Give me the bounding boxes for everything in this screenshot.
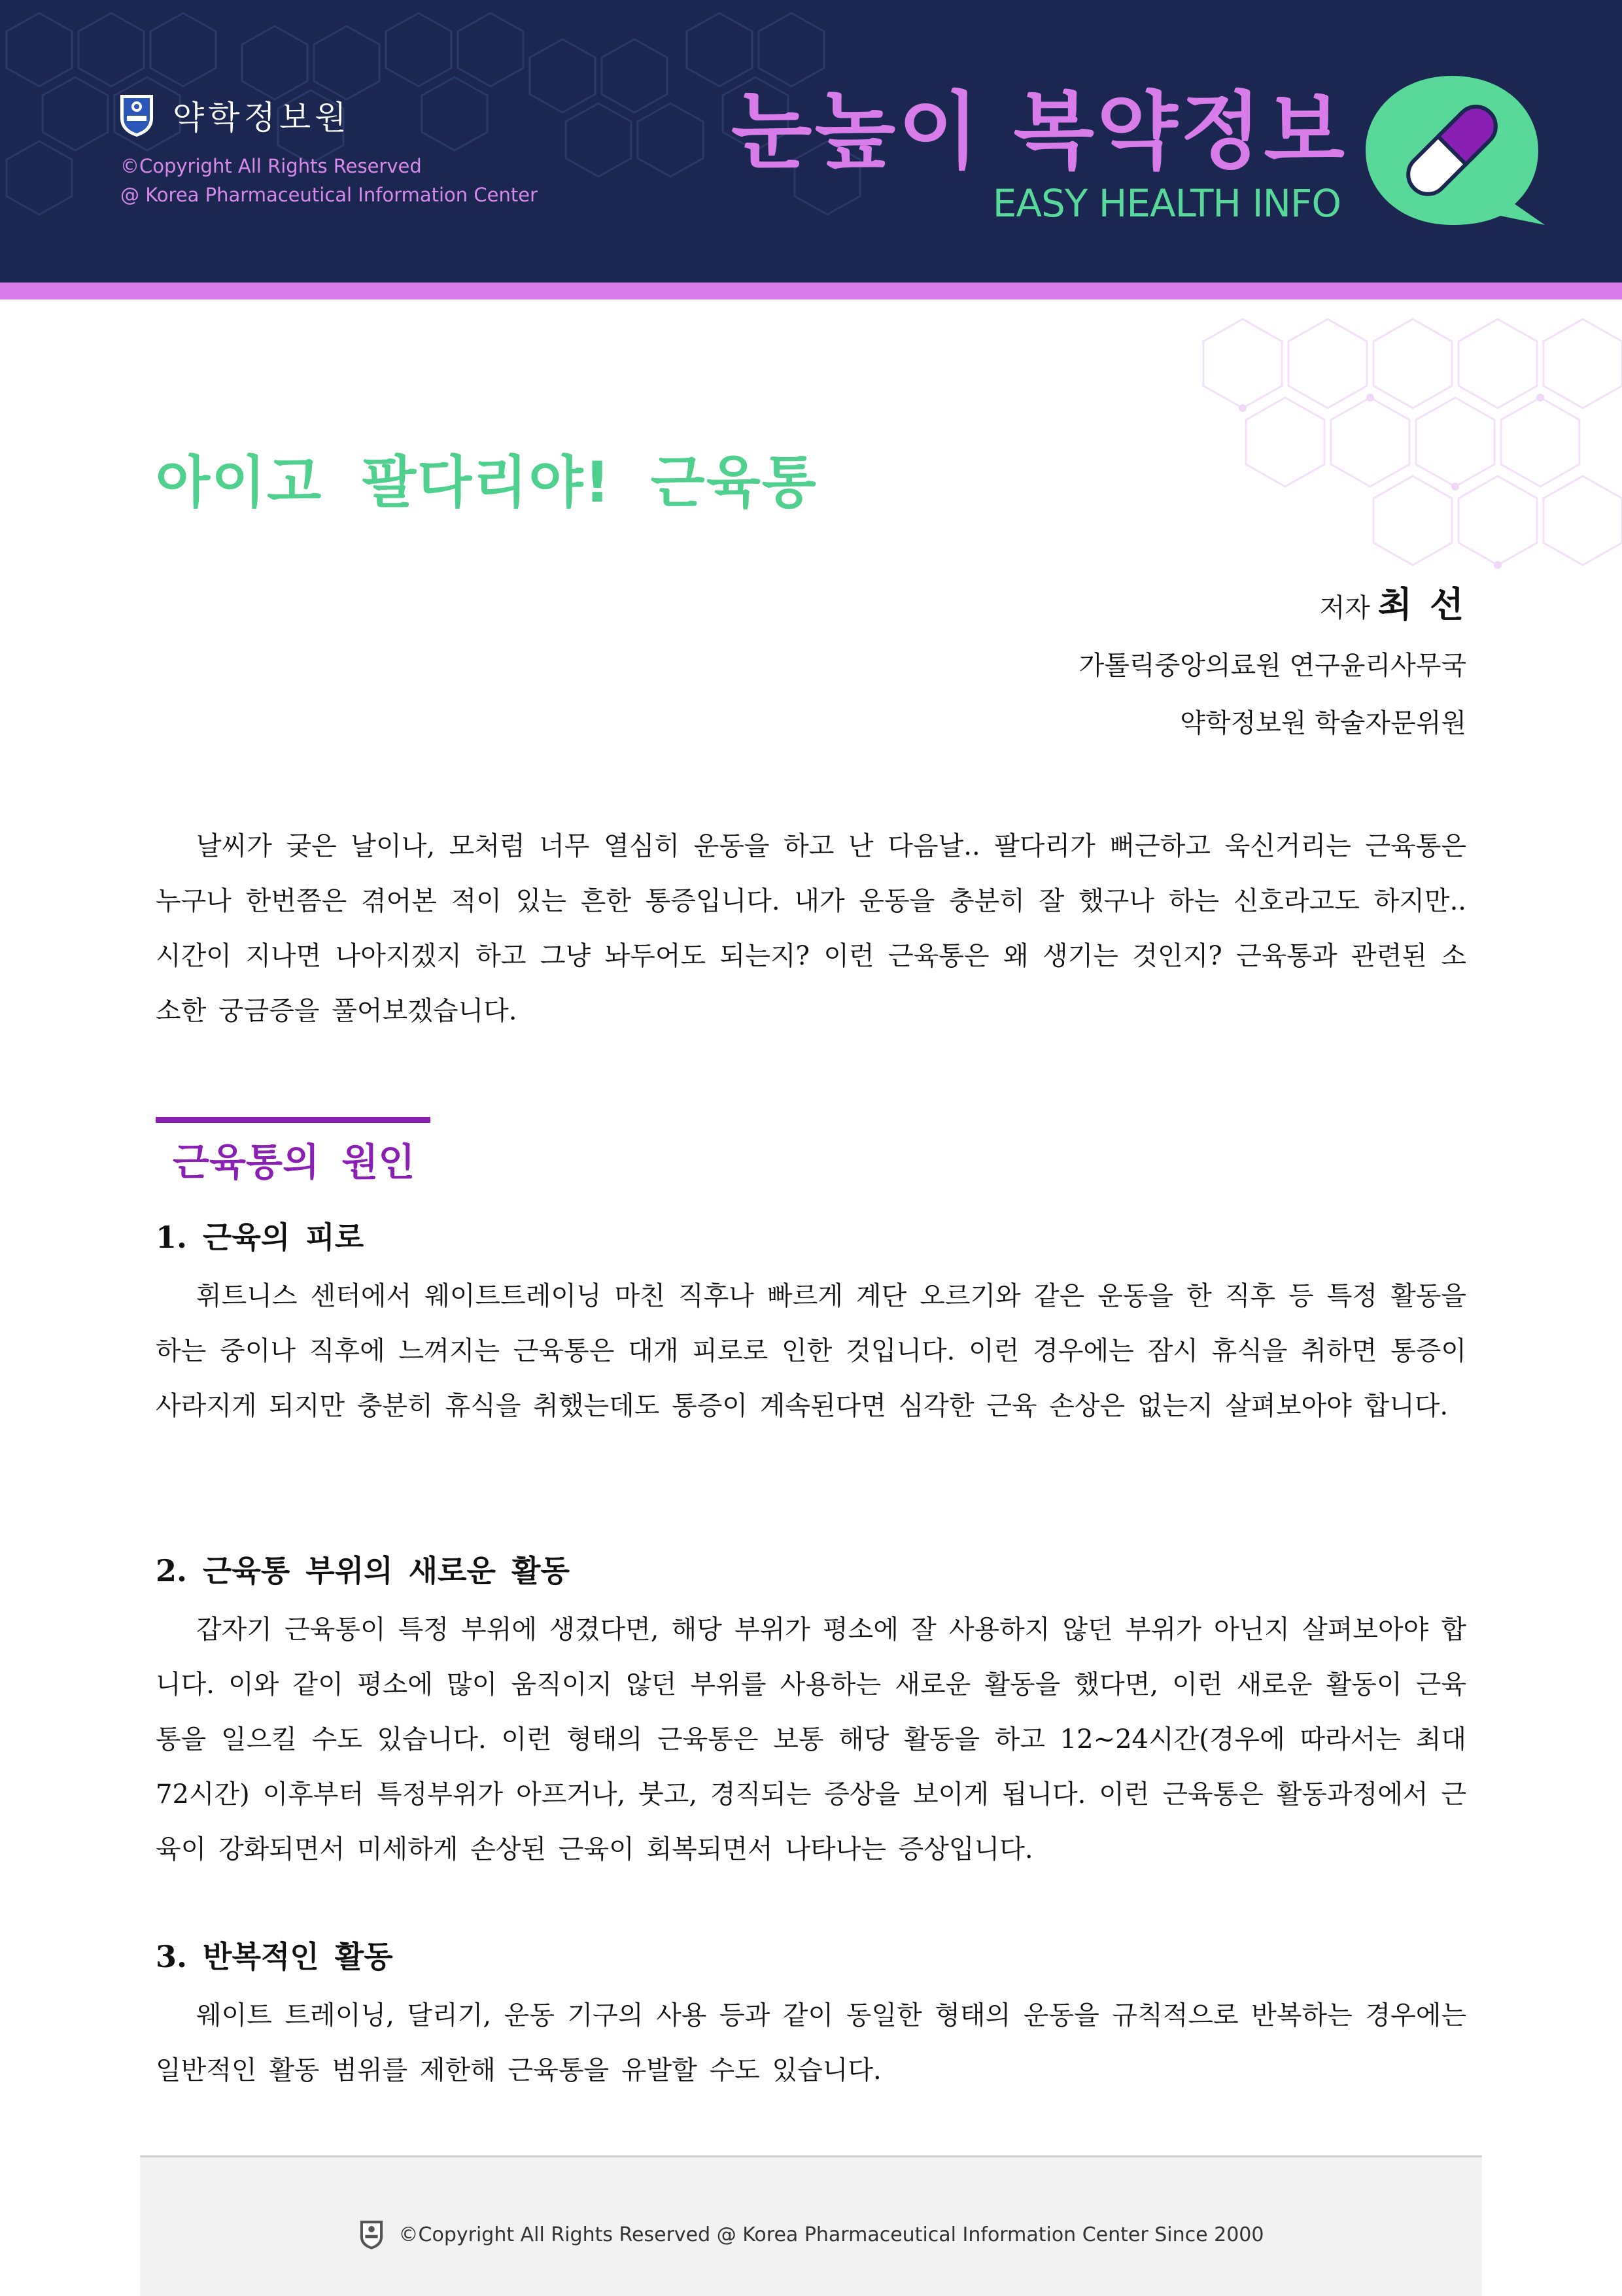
author-block [1079, 575, 1466, 752]
footer-copyright: ©Copyright All Rights Reserved @ Korea Pharmaceutical Information Center Since 2000 [398, 2223, 1264, 2246]
header-copyright-line1: ©Copyright All Rights Reserved [120, 155, 422, 177]
author-name: 최 선 [1377, 583, 1466, 625]
subsection-heading-2: 2. 근육통 부위의 새로운 활동 [156, 1553, 570, 1588]
section-rule [156, 1117, 430, 1123]
footer-content [140, 2219, 1482, 2250]
subsection-body-1: 휘트니스 센터에서 웨이트트레이닝 마친 직후나 빠르게 계단 오르기와 같은 운동을 한 직후 등 특정 활동을 하는 중이나 직후에 느껴지는 근육통은 대개 피로로 인한 것입니다. 이런 경우에는 잠시 휴식을 취하면 통증이 사라지게 되지만 충분히 휴식을 취했는데도 통증이 계속된다면 심각한 근육 손상은 없는지 살펴보아야 합니다. [156, 1281, 1466, 1421]
author-affiliation-1: 가톨릭중앙의료원 연구윤리사무국 [1078, 651, 1466, 681]
kpic-emblem-icon [118, 92, 156, 138]
subsection-body-2: 갑자기 근육통이 특정 부위에 생겼다면, 해당 부위가 평소에 잘 사용하지 않던 부위가 아닌지 살펴보아야 합니다. 이와 같이 평소에 많이 움직이지 않던 부위를 사용하는 새로운 활동을 했다면, 이런 새로운 활동이 근육통을 일으킬 수도 있습니다. 이런 형태의 근육통은 보통 해당 활동을 하고 12~24시간(경우에 따라서는 최대 72시간) 이후부터 특정부위가 아프거나, 붓고, 경직되는 증상을 보이게 됩니다. 이런 근육통은 활동과정에서 근육이 강화되면서 미세하게 손상된 근육이 회복되면서 나타나는 증상입니다. [156, 1615, 1466, 1864]
kpic-emblem-icon [358, 2219, 385, 2250]
subsection-heading-3: 3. 반복적인 활동 [156, 1939, 393, 1974]
author-label: 저자 [1319, 593, 1370, 623]
org-name: 약학정보원 [173, 99, 351, 137]
section-title: 근육통의 원인 [173, 1140, 415, 1184]
author-affiliation-2: 약학정보원 학술자문위원 [1180, 708, 1466, 738]
intro-paragraph: 날씨가 궂은 날이나, 모처럼 너무 열심히 운동을 하고 난 다음날.. 팔다리가 뻐근하고 욱신거리는 근육통은 누구나 한번쯤은 겪어본 적이 있는 흔한 통증입니다. 내가 운동을 충분히 잘 했구나 하는 신호라고도 하지만.. 시간이 지나면 나아지겠지 하고 그냥 놔두어도 되는지? 이런 근육통은 왜 생기는 것인지? 근육통과 관련된 소소한 궁금증을 풀어보겠습니다. [156, 831, 1466, 1026]
header-copyright-line2: @ Korea Pharmaceutical Information Center [120, 184, 538, 206]
org-logo [118, 92, 351, 139]
pill-capsule-icon [1360, 71, 1550, 234]
page-footer [140, 2155, 1482, 2296]
author-line [1079, 575, 1466, 637]
header-copyright [120, 152, 538, 209]
article-title: 아이고 팔다리야! 근육통 [156, 450, 818, 515]
subsection-heading-1: 1. 근육의 피로 [156, 1220, 364, 1255]
brand-subtitle: EASY HEALTH INFO [992, 181, 1341, 226]
subsection-body-3: 웨이트 트레이닝, 달리기, 운동 기구의 사용 등과 같이 동일한 형태의 운동을 규칙적으로 반복하는 경우에는 일반적인 활동 범위를 제한해 근육통을 유발할 수도 있습니다. [156, 2000, 1466, 2085]
brand-title: 눈높이 복약정보 [731, 83, 1347, 180]
header-stripe [0, 283, 1622, 300]
page-header [0, 0, 1622, 283]
